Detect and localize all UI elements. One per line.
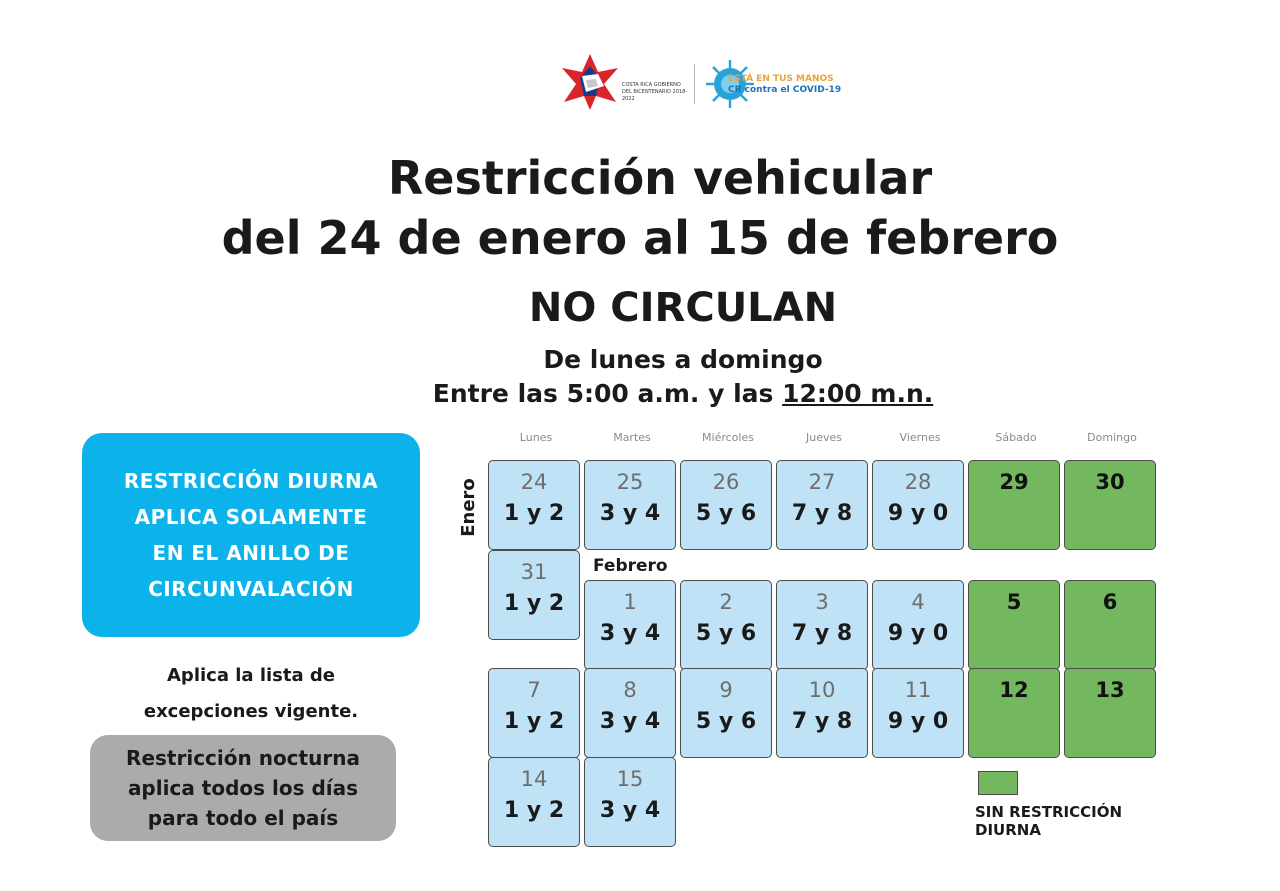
nocturna-restriction-text: Restricción nocturna aplica todos los días para todo el país (126, 746, 360, 830)
calendar-plate-digits: 3 y 4 (599, 709, 661, 734)
calendar-day-cell (1064, 580, 1156, 670)
calendar-day-number: 5 (1006, 590, 1022, 614)
month-label-febrero: Febrero (593, 556, 668, 576)
calendar-day-number: 30 (1095, 470, 1125, 494)
page-title-line1: Restricción vehicular (387, 151, 933, 205)
weekday-header: Viernes (899, 431, 941, 444)
campaign-line2: CR contra el COVID-19 (728, 85, 842, 95)
calendar-day-cell (680, 668, 772, 758)
calendar-plate-digits: 7 y 8 (791, 621, 853, 646)
schedule-hours-prefix: Entre las 5:00 a.m. y las (432, 379, 783, 408)
headline-no-circulan: NO CIRCULAN (528, 285, 838, 331)
calendar-plate-digits: 1 y 2 (503, 501, 565, 526)
calendar-day-cell (872, 460, 964, 550)
calendar-day-number: 10 (808, 678, 836, 702)
calendar-plate-digits: 5 y 6 (695, 709, 757, 734)
calendar-plate-digits: 3 y 4 (599, 798, 661, 823)
calendar-day-number: 29 (999, 470, 1029, 494)
calendar-day-cell (968, 580, 1060, 670)
calendar-day-number: 8 (623, 678, 637, 702)
calendar-plate-digits: 7 y 8 (791, 501, 853, 526)
calendar-day-cell (776, 668, 868, 758)
calendar-plate-digits: 1 y 2 (503, 709, 565, 734)
schedule-days: De lunes a domingo (543, 345, 823, 374)
calendar-plate-digits: 9 y 0 (887, 621, 949, 646)
calendar-day-cell (584, 460, 676, 550)
calendar-day-cell (776, 460, 868, 550)
weekday-header: Miércoles (702, 431, 754, 444)
costa-rica-star-logo-icon (560, 52, 620, 112)
calendar-plate-digits: 5 y 6 (695, 621, 757, 646)
calendar-day-cell (488, 460, 580, 550)
calendar-day-cell (584, 580, 676, 670)
calendar-day-number: 6 (1102, 590, 1118, 614)
logo-divider (694, 64, 695, 104)
calendar-day-number: 3 (815, 590, 829, 614)
calendar-day-cell (872, 668, 964, 758)
calendar-day-number: 1 (623, 590, 637, 614)
calendar-day-number: 26 (712, 470, 740, 494)
page-title-line2: del 24 de enero al 15 de febrero (221, 211, 1059, 265)
month-enero-text: Enero (457, 477, 479, 537)
weekday-header: Martes (613, 431, 651, 444)
calendar-day-number: 2 (719, 590, 733, 614)
calendar-day-number: 14 (520, 767, 548, 791)
calendar-day-cell (776, 580, 868, 670)
legend-swatch (978, 771, 1018, 795)
calendar-day-number: 7 (527, 678, 541, 702)
diurna-restriction-box (82, 433, 420, 637)
month-label-enero (442, 462, 494, 552)
calendar-plate-digits: 7 y 8 (791, 709, 853, 734)
schedule-hours (0, 378, 1280, 410)
calendar-day-number: 13 (1095, 678, 1125, 702)
calendar-day-number: 15 (616, 767, 644, 791)
calendar-plate-digits: 3 y 4 (599, 621, 661, 646)
calendar-day-number: 11 (904, 678, 932, 702)
calendar-day-number: 28 (904, 470, 932, 494)
calendar-day-cell (968, 460, 1060, 550)
calendar-day-cell (584, 668, 676, 758)
calendar-day-cell (1064, 460, 1156, 550)
calendar-day-cell (1064, 668, 1156, 758)
schedule-hours-end: 12:00 m.n. (782, 379, 934, 408)
nocturna-restriction-box (90, 735, 396, 841)
gov-logo-text: COSTA RICA GOBIERNO DEL BICENTENARIO 2018-2022 (622, 82, 688, 102)
weekday-header: Domingo (1087, 431, 1137, 444)
calendar-day-number: 12 (999, 678, 1029, 702)
calendar-plate-digits: 9 y 0 (887, 709, 949, 734)
campaign-line1: ESTÁ EN TUS MANOS (728, 74, 834, 84)
calendar-day-cell (488, 550, 580, 640)
calendar-plate-digits: 1 y 2 (503, 798, 565, 823)
campaign-logo-text (728, 74, 841, 96)
exceptions-note: Aplica la lista de excepciones vigente. (143, 665, 359, 722)
calendar-day-number: 24 (520, 470, 548, 494)
legend-label: SIN RESTRICCIÓN DIURNA (975, 803, 1123, 839)
calendar-day-cell (872, 580, 964, 670)
calendar-day-number: 31 (520, 560, 548, 584)
calendar-day-cell (488, 757, 580, 847)
calendar-day-cell (680, 460, 772, 550)
calendar-plate-digits: 1 y 2 (503, 591, 565, 616)
weekday-header: Sábado (995, 431, 1037, 444)
calendar-day-number: 4 (911, 590, 925, 614)
calendar-plate-digits: 9 y 0 (887, 501, 949, 526)
diurna-restriction-text: RESTRICCIÓN DIURNA APLICA SOLAMENTE EN EL ANILLO DE CIRCUNVALACIÓN (123, 469, 379, 601)
calendar-plate-digits: 3 y 4 (599, 501, 661, 526)
calendar-day-number: 9 (719, 678, 733, 702)
weekday-header: Lunes (519, 431, 553, 444)
calendar-day-number: 27 (808, 470, 836, 494)
calendar-day-number: 25 (616, 470, 644, 494)
calendar-plate-digits: 5 y 6 (695, 501, 757, 526)
logos-header (0, 52, 1280, 116)
calendar-day-cell (680, 580, 772, 670)
calendar-day-cell (584, 757, 676, 847)
calendar-day-cell (488, 668, 580, 758)
weekday-header: Jueves (806, 431, 842, 444)
calendar-day-cell (968, 668, 1060, 758)
